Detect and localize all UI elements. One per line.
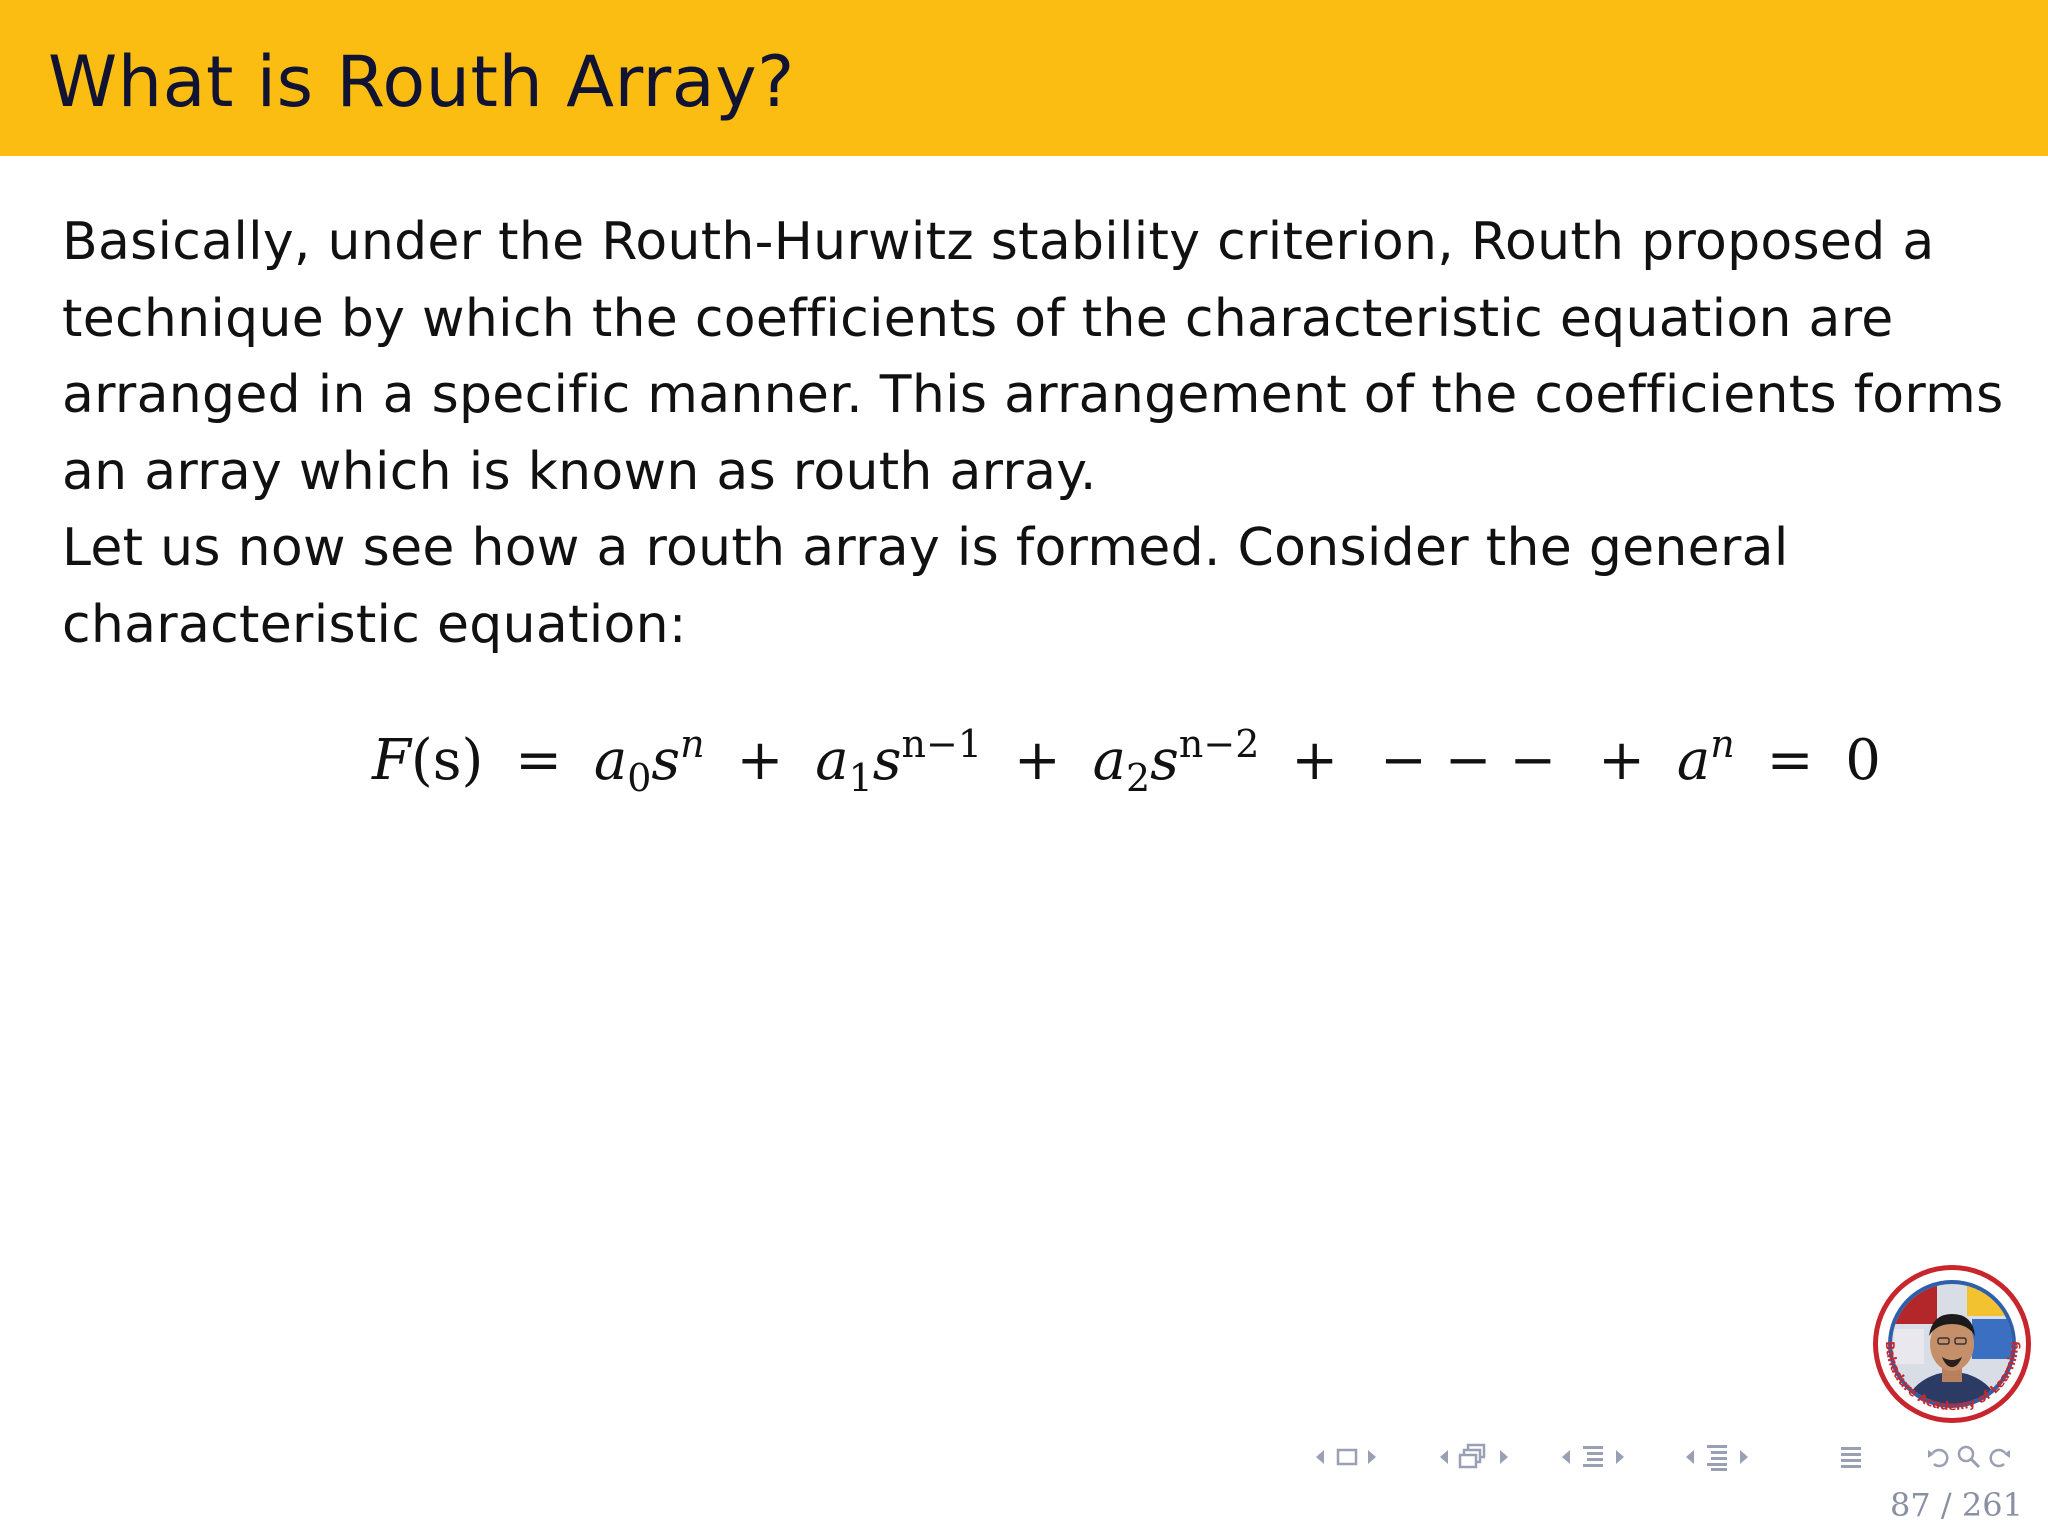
doc-prev-arrow-icon[interactable] [1682,1442,1698,1472]
eq-rhs-zero: 0 [1845,728,1881,793]
forward-icon[interactable] [1984,1442,2014,1472]
eq-term2-exponent: n−1 [901,722,983,766]
eq-ellipsis-dashes: − − − [1379,728,1557,793]
logo-ring-text: Bahadure Academy of Learning [1882,1340,2022,1414]
frame-prev-arrow-icon[interactable] [1312,1442,1328,1472]
eq-term2-coefficient: a [815,728,849,793]
eq-plus-sign: + [736,728,784,793]
subsection-icon[interactable] [1456,1442,1492,1472]
eq-last-exponent: n [1710,722,1735,766]
eq-plus-sign: + [1013,728,1061,793]
slide-title: What is Routh Array? [48,41,795,123]
doc-next-arrow-icon[interactable] [1736,1442,1752,1472]
eq-equals-sign: = [515,728,563,793]
eq-last-coefficient: a [1676,728,1711,793]
paragraph-intro [62,204,2004,510]
text-line: characteristic equation: [62,594,687,655]
eq-term3-exponent: n−2 [1178,722,1260,766]
eq-term1-subscript: 0 [627,756,652,800]
text-line: an array which is known as routh array. [62,441,1097,502]
subsection-next-arrow-icon[interactable] [1496,1442,1512,1472]
section-icon[interactable] [1578,1442,1608,1472]
subsection-prev-arrow-icon[interactable] [1436,1442,1452,1472]
text-line: technique by which the coefficients of the characteristic equation are [62,288,1894,349]
eq-term1-variable: s [651,728,681,793]
doc-icon[interactable] [1702,1442,1732,1472]
frame-icon[interactable] [1332,1442,1362,1472]
eq-lhs-argument: (s) [410,728,484,793]
section-next-arrow-icon[interactable] [1612,1442,1628,1472]
text-line: Let us now see how a routh array is formed. Consider the general [62,518,1789,578]
section-prev-arrow-icon[interactable] [1558,1442,1574,1472]
text-line: Basically, under the Routh-Hurwitz stability criterion, Routh proposed a [62,212,1935,272]
eq-plus-sign: + [1291,728,1339,793]
eq-plus-sign: + [1598,728,1646,793]
eq-lhs-function: F [372,728,411,793]
slide-body [62,204,2004,663]
frame-next-arrow-icon[interactable] [1364,1442,1380,1472]
eq-term1-exponent: n [680,722,705,766]
eq-term3-coefficient: a [1092,728,1126,793]
slide-header-bar [0,0,2048,156]
eq-equals-sign: = [1766,728,1814,793]
eq-term3-variable: s [1150,728,1179,793]
paragraph-consider [62,510,1982,663]
text-line: arranged in a specific manner. This arrangement of the coefficients forms [62,365,2004,425]
page-number: 87 / 261 [1890,1486,2023,1524]
toc-icon[interactable] [1836,1442,1866,1472]
back-icon[interactable] [1924,1442,1954,1472]
eq-term2-variable: s [872,728,902,793]
search-icon[interactable] [1954,1442,1984,1472]
eq-term2-subscript: 1 [848,756,873,800]
eq-term3-subscript: 2 [1125,756,1151,800]
presenter-logo [1872,1264,2032,1424]
eq-term1-coefficient: a [593,728,628,793]
characteristic-equation [372,718,1881,805]
